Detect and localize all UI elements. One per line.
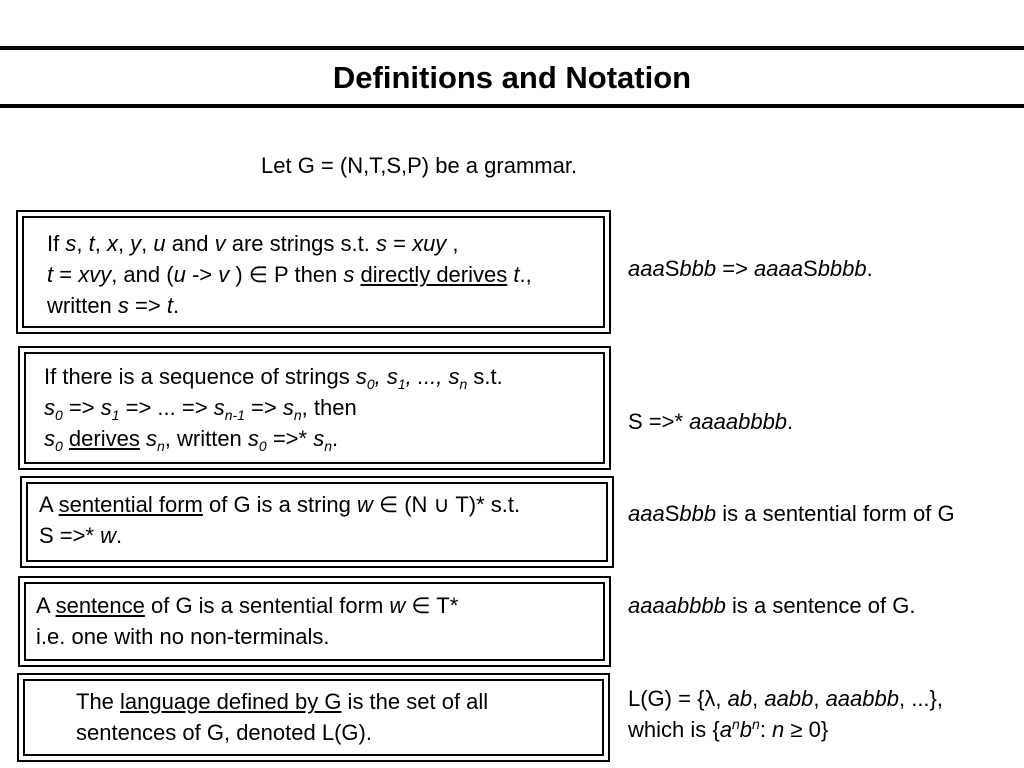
example-derives: S =>* aaaabbbb. [628,409,794,434]
example-sentence: aaaabbbb is a sentence of G. [628,593,916,618]
definition-derives-text [44,361,503,454]
definition-sentential-form-text [39,489,520,551]
term-language: language defined by G [120,689,342,714]
definition-language-text [76,686,488,748]
term-sentential-form: sentential form [58,492,203,517]
term-sentence: sentence [55,593,145,618]
page-title: Definitions and Notation [332,60,692,95]
definition-line-3: $s_0$ derives $s_n$, written $s_0$ =>* $s_n$. [44,426,339,454]
top-rule [0,46,1024,50]
example-language-line-2: which is {$a^nb^n$: n ≥ 0} [628,716,829,742]
example-directly-derives: aaaSbbb => aaaaSbbbb. [628,256,873,281]
definition-directly-derives-text [47,228,532,321]
definition-sentence-text [36,590,458,652]
definition-line-1: A sentence of G is a sentential form w ∈ T* [36,593,459,618]
definition-line-2: sentences of G, denoted L(G). [76,720,372,745]
definition-line-2: t = xvy, and (u -> v ) ∈ P then s directly derives t., [47,262,532,287]
definition-line-2: i.e. one with no non-terminals. [36,624,330,649]
definition-line-1: A sentential form of G is a string w ∈ (N ∪ T)* s.t. [39,492,521,517]
example-language-line-1: L(G) = {λ, ab, aabb, aaabbb, ...}, [628,686,944,711]
intro-text: Let G = (N,T,S,P) be a grammar. [261,153,578,178]
bottom-rule [0,104,1024,108]
definition-line-1: If there is a sequence of strings $s_0$, $s_1$, ..., $s_n$ s.t. [44,364,503,392]
definition-line-1: The language defined by G is the set of all [76,689,489,714]
definition-line-1: If s, t, x, y, u and v are strings s.t. s = xuy , [47,231,459,256]
definition-line-2: $s_0 => s_1$ => ... => $s_{n-1} => s_n$, then [44,395,357,423]
term-directly-derives: directly derives [360,262,508,287]
example-language [628,683,943,745]
definition-line-2: S =>* w. [39,523,123,548]
term-derives: derives [68,426,140,451]
definition-line-3: written s => t. [47,293,180,318]
example-sentential-form: aaaSbbb is a sentential form of G [628,501,955,526]
